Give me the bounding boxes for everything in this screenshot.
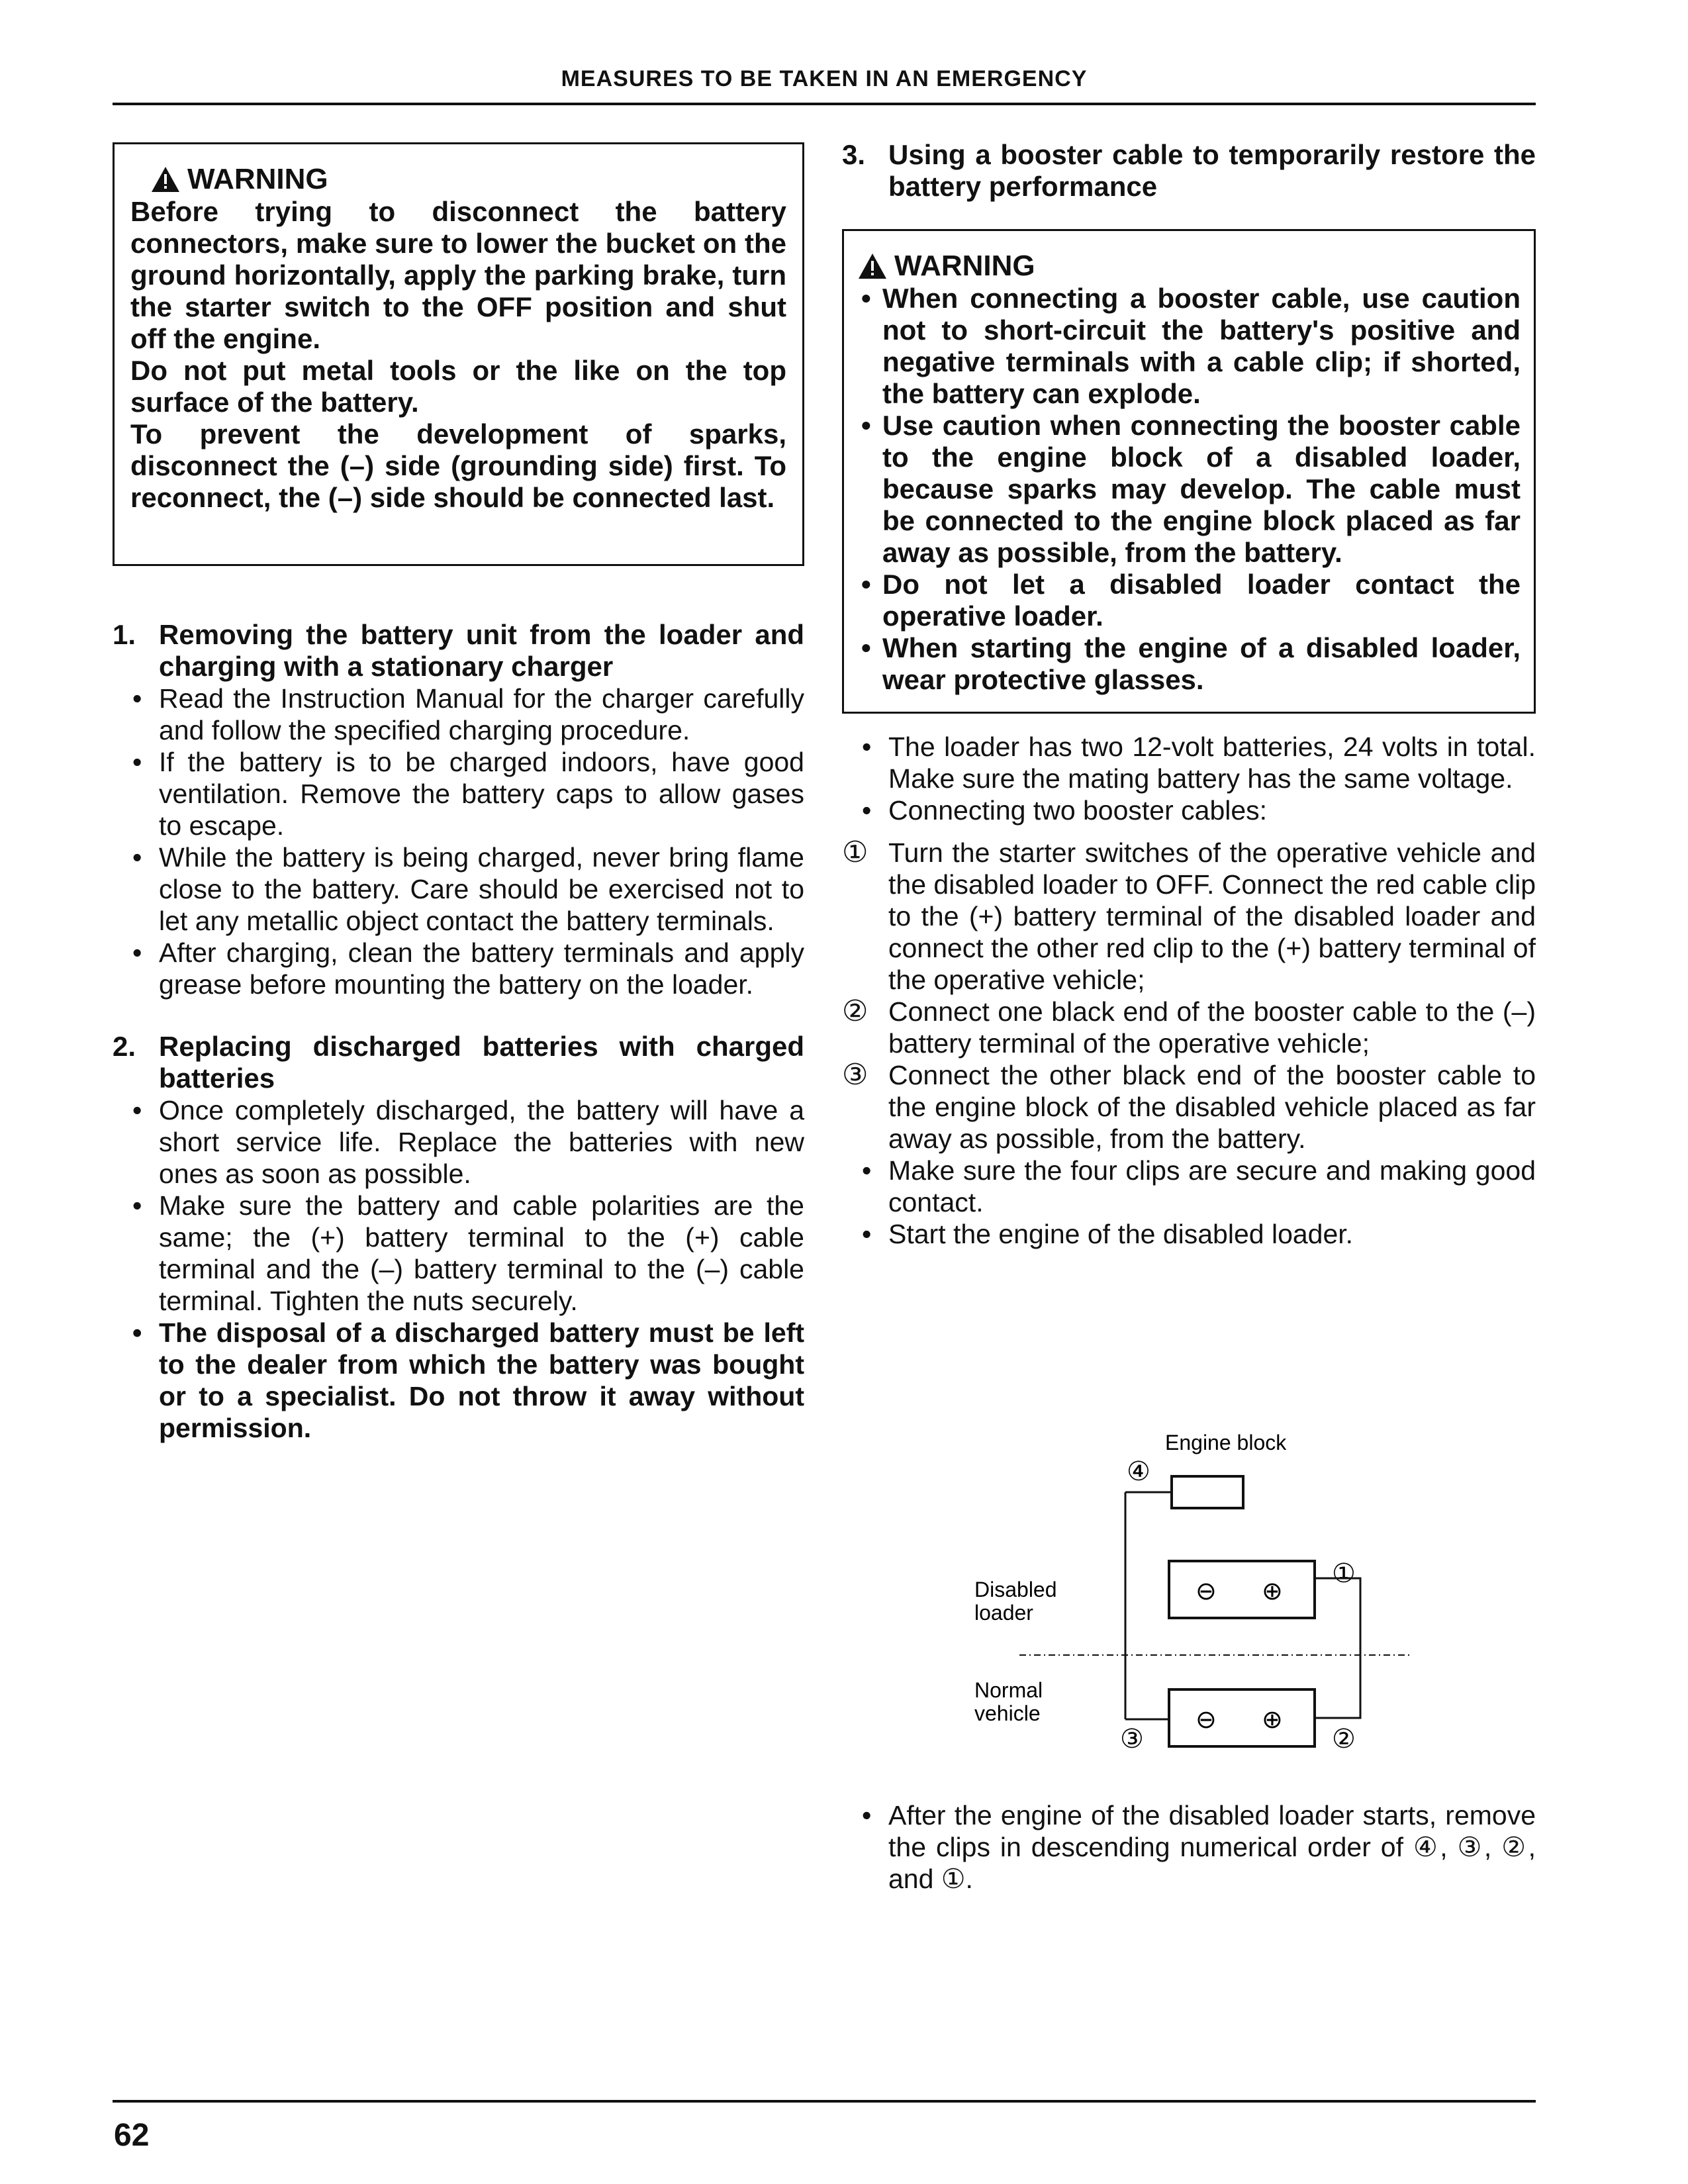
booster-list-a bbox=[842, 731, 1536, 826]
warning-paragraph: Before trying to disconnect the battery connectors, make sure to lower the bucket on the ground horizontally, apply the parking brake, turn the starter switch to the OFF position and shut off the engine. bbox=[130, 196, 786, 354]
right-column bbox=[842, 139, 1536, 1250]
step-marker: ② bbox=[842, 995, 868, 1027]
disabled-battery bbox=[1169, 1561, 1315, 1618]
list-item: • After charging, clean the battery terminals and apply grease before mounting the battery on the loader. bbox=[113, 937, 804, 1000]
engine-block-label: Engine block bbox=[1165, 1431, 1287, 1454]
warning-item: • Do not let a disabled loader contact the operative loader. bbox=[857, 569, 1521, 632]
warning-paragraph: To prevent the development of sparks, disconnect the (–) side (grounding side) first. To reconnect, the (–) side should be connected last. bbox=[130, 418, 786, 513]
section-title: Replacing discharged batteries with charged batteries bbox=[159, 1031, 804, 1094]
page-number: 62 bbox=[114, 2118, 150, 2153]
step-text: Connect one black end of the booster cable to the (–) battery terminal of the operative vehicle; bbox=[888, 996, 1536, 1059]
booster-wiring-diagram bbox=[953, 1423, 1417, 1754]
warning-title: WARNING bbox=[894, 250, 1035, 282]
list-item: • While the battery is being charged, never bring flame close to the battery. Care should be exercised not to let any metallic object contact the battery terminals. bbox=[113, 841, 804, 937]
list-item: • Make sure the four clips are secure and making good contact. bbox=[842, 1155, 1536, 1218]
list-item: • Read the Instruction Manual for the charger carefully and follow the specified charging procedure. bbox=[113, 683, 804, 746]
warning-triangle-icon bbox=[857, 252, 888, 280]
red-cable bbox=[1315, 1578, 1360, 1718]
page-header: MEASURES TO BE TAKEN IN AN EMERGENCY bbox=[561, 66, 1088, 91]
section-number: 2. bbox=[113, 1031, 136, 1062]
step-item bbox=[842, 1059, 1536, 1155]
normal-battery bbox=[1169, 1689, 1315, 1746]
section-2-list bbox=[113, 1094, 804, 1444]
step-item bbox=[842, 837, 1536, 996]
clip-marker-2: ② bbox=[1332, 1725, 1356, 1754]
disabled-plus-terminal: ⊕ bbox=[1262, 1578, 1283, 1605]
section-title: Removing the battery unit from the loader and charging with a stationary charger bbox=[159, 619, 804, 682]
step-marker: ③ bbox=[842, 1059, 868, 1091]
warning-title: WARNING bbox=[187, 163, 328, 195]
list-item: • Make sure the battery and cable polarities are the same; the (+) battery terminal to the (+) cable terminal and the (–) battery terminal to the (–) cable terminal. Tighten the nuts securely. bbox=[113, 1190, 804, 1317]
warning-item: • When starting the engine of a disabled loader, wear protective glasses. bbox=[857, 632, 1521, 696]
booster-list-c bbox=[842, 1799, 1536, 1895]
section-number: 3. bbox=[842, 139, 866, 170]
disabled-label-2: loader bbox=[974, 1601, 1033, 1625]
warning-heading bbox=[150, 163, 786, 196]
section-title: Using a booster cable to temporarily restore the battery performance bbox=[888, 139, 1536, 202]
section-1-heading bbox=[113, 619, 804, 683]
footer-rule bbox=[113, 2100, 1536, 2103]
warning-item: • When connecting a booster cable, use caution not to short-circuit the battery's positive and negative terminals with a cable clip; if shorted, the battery can explode. bbox=[857, 283, 1521, 410]
warning-box-right bbox=[842, 229, 1536, 714]
warning-paragraph: Do not put metal tools or the like on the top surface of the battery. bbox=[130, 355, 786, 418]
after-start-block bbox=[842, 1799, 1536, 1895]
step-marker: ① bbox=[842, 836, 868, 869]
list-item-bold: • The disposal of a discharged battery must be left to the dealer from which the battery was bought or to a specialist. Do not throw it away without permission. bbox=[113, 1317, 804, 1444]
step-item bbox=[842, 996, 1536, 1059]
warning-box-left bbox=[113, 142, 804, 566]
clip-marker-3: ③ bbox=[1120, 1725, 1144, 1754]
engine-block-shape bbox=[1172, 1476, 1243, 1508]
warning-item: • Use caution when connecting the booster cable to the engine block of a disabled loader, because sparks may develop. The cable must be connected to the engine block placed as far away as possible, from the battery. bbox=[857, 410, 1521, 569]
disabled-label-1: Disabled bbox=[974, 1578, 1057, 1601]
normal-label-2: vehicle bbox=[974, 1701, 1041, 1725]
list-item: • Start the engine of the disabled loader. bbox=[842, 1218, 1536, 1250]
step-text: Turn the starter switches of the operative vehicle and the disabled loader to OFF. Connect the red cable clip to the (+) battery terminal of the disabled loader and connect the other red clip to the (+) battery terminal of the operative vehicle; bbox=[888, 837, 1536, 995]
section-3-heading bbox=[842, 139, 1536, 203]
left-column bbox=[113, 142, 804, 1444]
section-1-list bbox=[113, 683, 804, 1000]
clip-marker-1: ① bbox=[1332, 1559, 1356, 1588]
normal-minus-terminal: ⊖ bbox=[1196, 1706, 1217, 1734]
warning-triangle-icon bbox=[150, 166, 181, 193]
section-number: 1. bbox=[113, 619, 136, 650]
clip-marker-4: ④ bbox=[1127, 1457, 1150, 1486]
normal-plus-terminal: ⊕ bbox=[1262, 1706, 1283, 1734]
list-item: • Connecting two booster cables: bbox=[842, 794, 1536, 826]
section-2-heading bbox=[113, 1031, 804, 1094]
normal-label-1: Normal bbox=[974, 1678, 1043, 1702]
disabled-minus-terminal: ⊖ bbox=[1196, 1578, 1217, 1605]
warning-text bbox=[130, 196, 786, 514]
warning-list bbox=[857, 283, 1521, 696]
list-item: • If the battery is to be charged indoors, have good ventilation. Remove the battery caps to allow gases to escape. bbox=[113, 746, 804, 841]
list-item: • Once completely discharged, the battery will have a short service life. Replace the batteries with new ones as soon as possible. bbox=[113, 1094, 804, 1190]
list-item: • The loader has two 12-volt batteries, 24 volts in total. Make sure the mating battery has the same voltage. bbox=[842, 731, 1536, 794]
booster-list-b bbox=[842, 1155, 1536, 1250]
warning-heading bbox=[857, 250, 1521, 283]
list-item: • After the engine of the disabled loader starts, remove the clips in descending numerical order of ④, ③, ②, and ①. bbox=[842, 1799, 1536, 1895]
booster-steps bbox=[842, 837, 1536, 1155]
step-text: Connect the other black end of the booster cable to the engine block of the disabled vehicle placed as far away as possible, from the battery. bbox=[888, 1060, 1536, 1154]
header-rule bbox=[113, 103, 1536, 105]
